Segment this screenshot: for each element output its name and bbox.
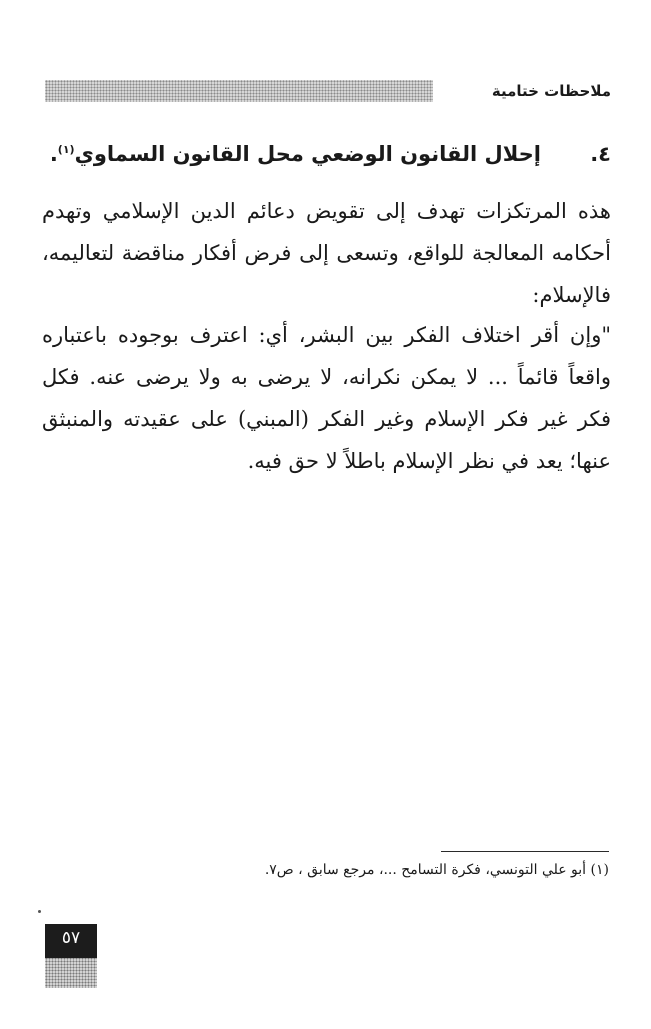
paragraph-intro: هذه المرتكزات تهدف إلى تقويض دعائم الدين الإسلامي وتهدم أحكامه المعالجة للواقع، وتسعى إلى فرض أفكار مناقضة لتعاليمه، فالإسلام: [42,199,611,307]
footnote-divider [441,851,609,852]
header-decorative-band [45,80,433,102]
section-heading [50,142,611,166]
paragraph-quote: "وإن أقر اختلاف الفكر بين البشر، أي: اعترف بوجوده باعتباره واقعاً قائماً ... لا يمكن نكرانه، لا يرضى به ولا يرضى عنه. فكل فكر غير فكر الإسلام وغير الفكر (المبني) على عقيدته والمنبثق عنها؛ يعد في نظر الإسلام باطلاً لا حق فيه. [42,323,611,473]
page-number-box [45,924,97,988]
section-number: ٤. [590,142,611,166]
heading-end-mark: . [49,142,58,166]
decorative-dot [38,910,41,913]
footnote: (١) أبو علي التونسي، فكرة التسامح ...، مرجع سابق ، ص٧. [264,862,609,878]
footnote-reference: (١) [57,143,75,156]
section-heading-text: إحلال القانون الوضعي محل القانون السماوي [74,142,541,166]
running-header-title: ملاحظات ختامية [491,82,611,100]
page-number: ٥٧ [61,928,81,948]
